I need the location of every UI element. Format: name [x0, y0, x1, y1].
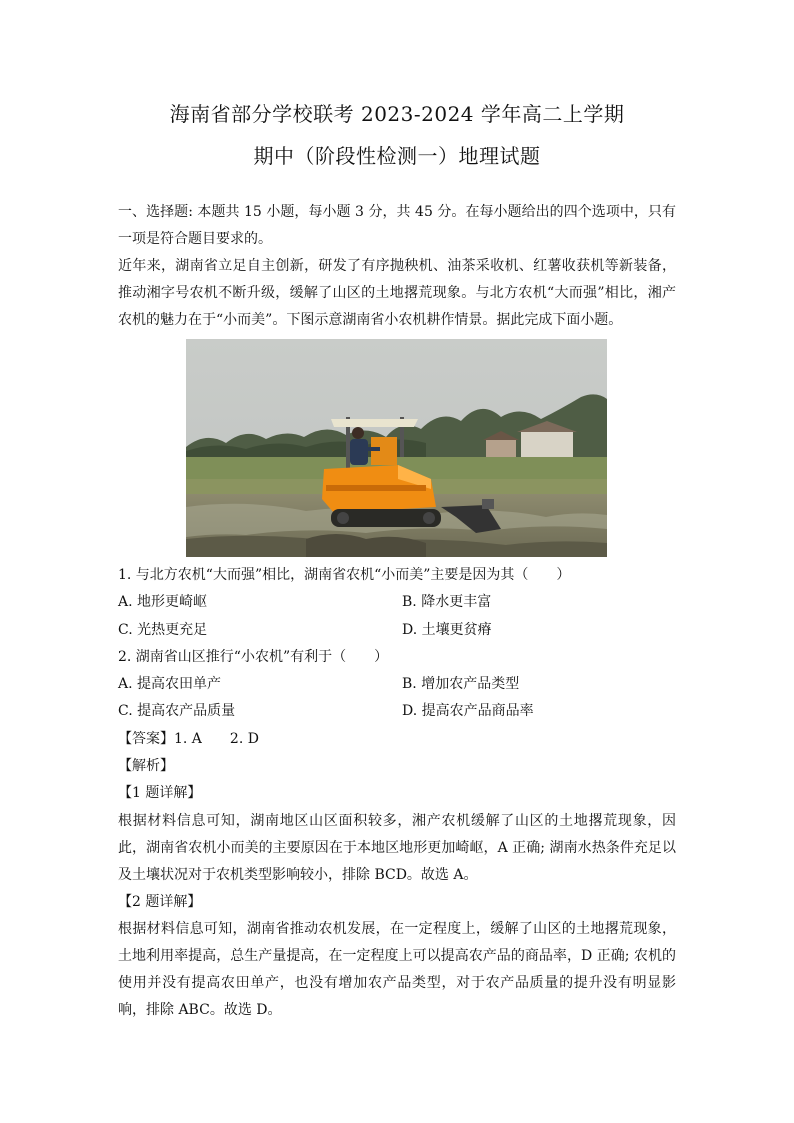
answer-label: 【答案】 [118, 730, 174, 747]
q1-option-a: A. 地形更崎岖 [118, 594, 208, 611]
q1-option-b: B. 降水更丰富 [402, 594, 492, 611]
analysis-label: 【解析】 [118, 758, 174, 775]
title-line-1: 海南省部分学校联考 2023-2024 学年高二上学期 [169, 102, 625, 126]
question-1-options-row-1 [118, 589, 676, 616]
detail-2-text: 根据材料信息可知，湖南省推动农机发展，在一定程度上，缓解了山区的土地撂荒现象，土地利用率提高，总生产量提高，在一定程度上可以提高农产品的商品率，D 正确; 农机的使用并没有提高农田单产，也没有增加农产品类型，对于农产品质量的提升没有明显影响，排除 ABC。故选 D。 [118, 920, 676, 1018]
answer-text: 1. A 2. D [174, 730, 259, 747]
detail-2-label: 【2 题详解】 [118, 893, 202, 910]
q1-option-c: C. 光热更充足 [118, 621, 208, 638]
q2-option-a: A. 提高农田单产 [118, 676, 222, 693]
detail-1-text: 根据材料信息可知，湖南地区山区面积较多，湘产农机缓解了山区的土地撂荒现象，因此，湖南省农机小而美的主要原因在于本地区地形更加崎岖，A 正确; 湖南水热条件充足以及土壤状况对于农机类型影响较小，排除 BCD。故选 A。 [118, 812, 676, 883]
questions-block [118, 562, 676, 1024]
material-passage: 近年来，湖南省立足自主创新，研发了有序抛秧机、油茶采收机、红薯收获机等新装备，推动湘字号农机不断升级，缓解了山区的土地撂荒现象。与北方农机“大而强”相比，湘产农机的魅力在于“小而美”。下图示意湖南省小农机耕作情景。据此完成下面小题。 [118, 258, 676, 328]
detail-1-label: 【1 题详解】 [118, 785, 202, 802]
question-2-options-row-1 [118, 671, 676, 698]
question-2-stem: 2. 湖南省山区推行“小农机”有利于（ ） [118, 648, 389, 665]
intro-block [118, 199, 676, 334]
title-line-2: 期中（阶段性检测一）地理试题 [253, 144, 541, 168]
question-1-stem: 1. 与北方农机“大而强”相比，湖南省农机“小而美”主要是因为其（ ） [118, 567, 571, 583]
section-heading: 一、选择题: 本题共 15 小题，每小题 3 分，共 45 分。在每小题给出的四个选项中，只有一项是符合题目要求的。 [118, 204, 676, 247]
tractor-photo [186, 339, 607, 557]
q2-option-c: C. 提高农产品质量 [118, 703, 236, 720]
q2-option-b: B. 增加农产品类型 [402, 676, 520, 693]
rice-paddy-tractor-image [186, 339, 607, 557]
question-2-options-row-2 [118, 698, 676, 725]
answer-line [118, 726, 676, 753]
q1-option-d: D. 土壤更贫瘠 [402, 621, 492, 638]
q2-option-d: D. 提高农产品商品率 [402, 703, 534, 720]
question-1-options-row-2 [118, 617, 676, 644]
